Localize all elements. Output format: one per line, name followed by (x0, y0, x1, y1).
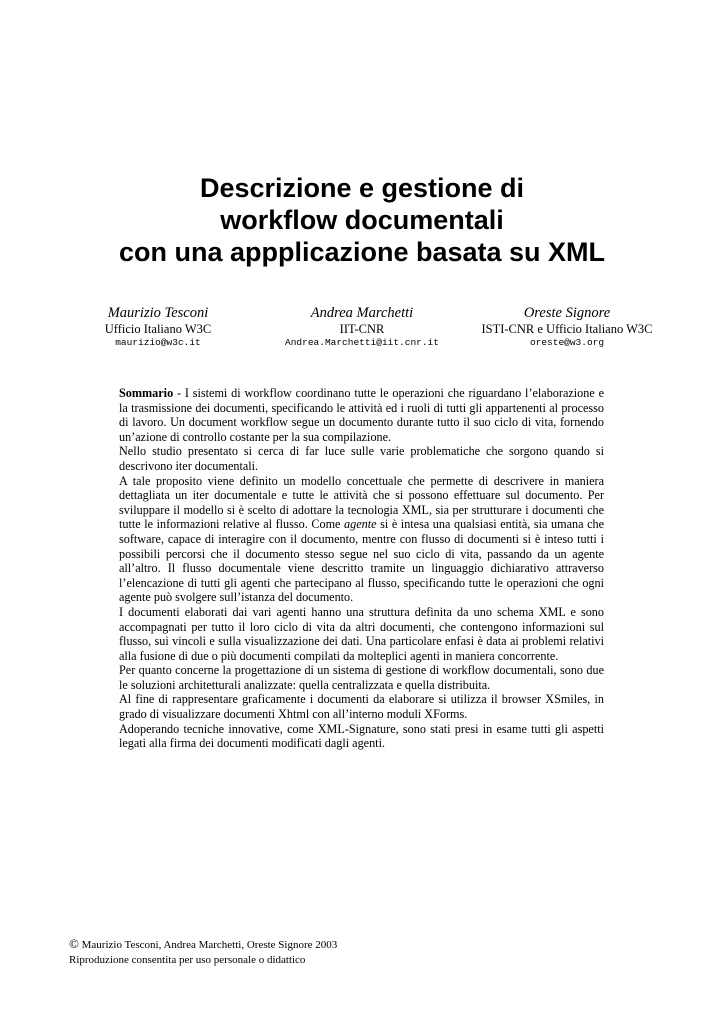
author-name: Andrea Marchetti (310, 305, 414, 321)
title-line-3: con una appplicazione basata su XML (118, 237, 606, 267)
title-line-2: workflow documentali (220, 205, 504, 235)
abstract-paragraph: Per quanto concerne la progettazione di un sistema di gestione di workflow documentali, sono due le soluzioni architetturali analizzate: quella centralizzata e quella distribuita. (119, 663, 604, 692)
abstract-paragraph: Nello studio presentato si cerca di far luce sulle varie problematiche che sorgono quando si descrivono iter documentali. (119, 444, 604, 473)
author-email: oreste@w3.org (529, 337, 605, 348)
author-name: Maurizio Tesconi (107, 305, 209, 321)
abstract-paragraph: Adoperando tecniche innovative, come XML-Signature, sono stati presi in esame tutti gli aspetti legati alla firma dei documenti modificati dagli agenti. (119, 721, 604, 751)
author-block-1 (48, 305, 268, 349)
page-footer (69, 936, 337, 968)
abstract-paragraph: I documenti elaborati dai vari agenti hanno una struttura definita da uno schema XML e sono accompagnati per tutto il loro ciclo di vita da altri documenti, che contengono informazioni sul flusso, sui vincoli e sulla visualizzazione dei dati. Una particolare enfasi è data ai problemi relativi alla fusione di due o più documenti compilati da molteplici agenti in maniera concorrente. (119, 604, 604, 663)
abstract-emphasis: agente (344, 517, 377, 532)
abstract-text: A tale proposito viene definito un modello concettuale che permette di descrivere in maniera dettagliata un iter documentale e tutte le attività che si possono effettuare sul documento. Per sviluppare il modello si è scelto di adottare la tecnologia XML, sia per strutturare i documenti che tutte le informazioni relative al flusso. Come (119, 473, 604, 532)
title-line-1: Descrizione e gestione di (199, 173, 525, 203)
copyright-symbol: © (69, 936, 79, 951)
abstract-text: - I sistemi di workflow coordinano tutte le operazioni che riguardano l’elaborazione e la trasmissione dei documenti, specificando le attività ed i ruoli di tutti gli appartenenti al processo di lavoro. Un document workflow segue un documento durante tutto il suo ciclo di vita, fornendo un’azione di controllo costante per la sua compilazione. (119, 386, 604, 444)
author-affiliation: IIT-CNR (339, 322, 385, 336)
author-block-3 (457, 305, 677, 349)
usage-note: Riproduzione consentita per uso personale o didattico (69, 954, 306, 966)
author-email: Andrea.Marchetti@iit.cnr.it (285, 337, 439, 348)
abstract-paragraph: Al fine di rappresentare graficamente i documenti da elaborare si utilizza il browser XSmiles, in grado di visualizzare documenti Xhtml con all’interno moduli XForms. (119, 692, 604, 722)
author-affiliation: ISTI-CNR e Ufficio Italiano W3C (481, 322, 653, 336)
abstract (119, 386, 604, 751)
abstract-label: Sommario (119, 386, 174, 400)
author-block-2 (252, 305, 472, 349)
copyright-text: Maurizio Tesconi, Andrea Marchetti, Oreste Signore 2003 (78, 939, 338, 951)
abstract-paragraph (119, 386, 604, 444)
paper-title (0, 172, 724, 268)
author-name: Oreste Signore (523, 305, 611, 321)
copyright-line (69, 936, 337, 953)
author-affiliation: Ufficio Italiano W3C (104, 322, 212, 336)
author-email: maurizio@w3c.it (115, 337, 201, 348)
abstract-paragraph (119, 474, 604, 605)
abstract-text: si è intesa una qualsiasi entità, sia umana che software, capace di interagire con il documento, mentre con flusso di documenti si è inteso tutti i possibili percorsi che il documento stesso segue nel suo ciclo di vita, passando da un agente all’altro. Il flusso documentale viene descritto tramite un linguaggio dichiarativo attraverso l’elencazione di tutti gli agenti che partecipano al flusso, specificando tutte le operazioni che ogni agente può svolgere sull’istanza del documento. (119, 517, 604, 605)
